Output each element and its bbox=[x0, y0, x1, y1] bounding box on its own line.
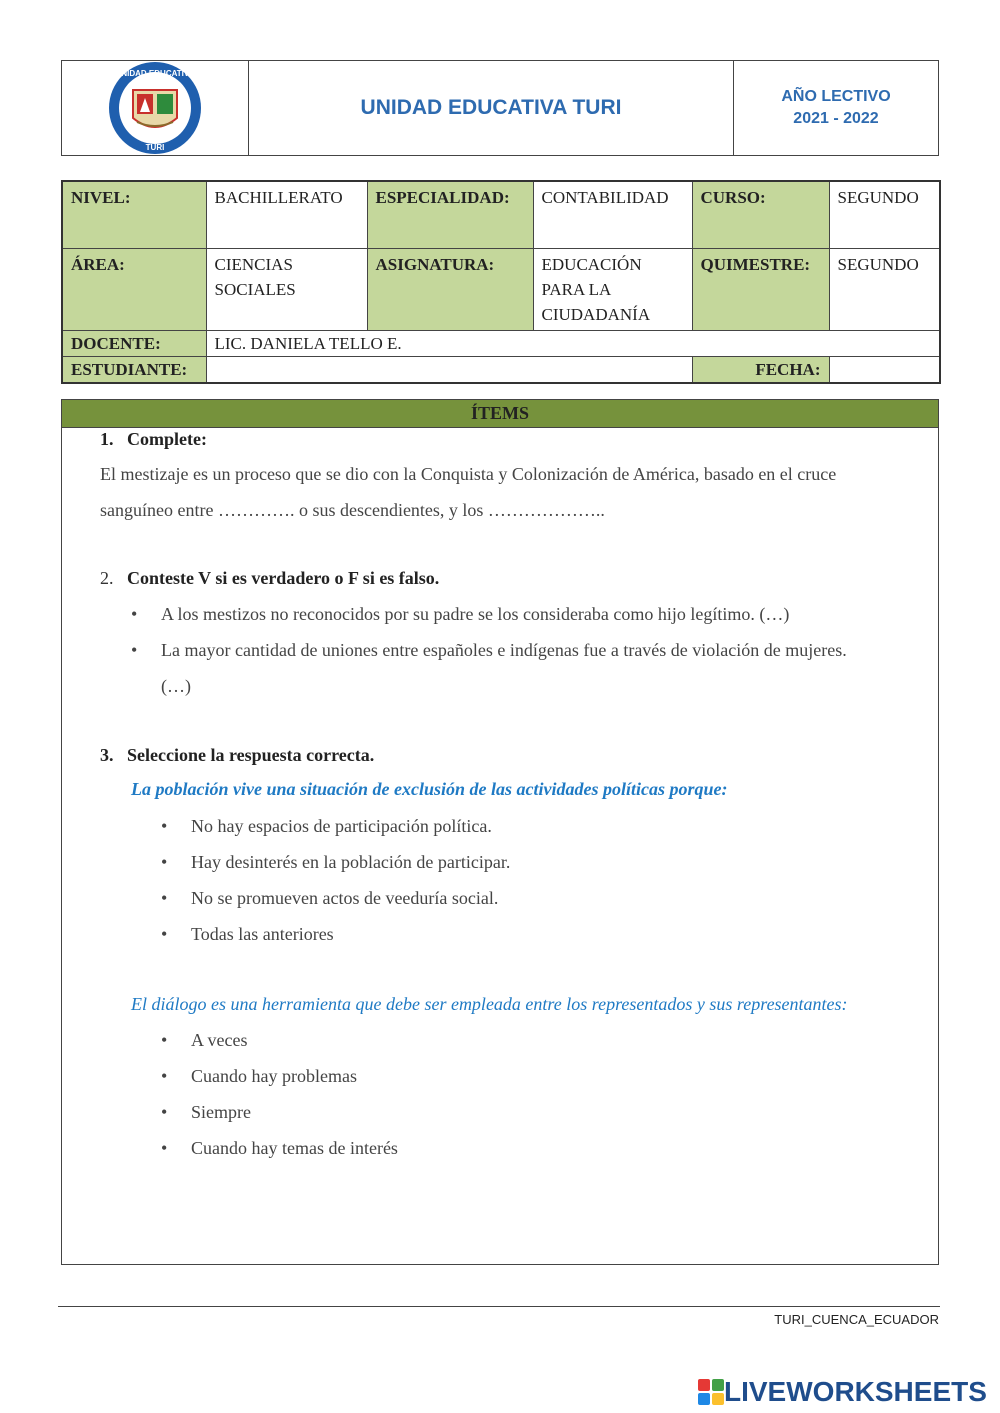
especialidad-label: ESPECIALIDAD: bbox=[367, 181, 533, 248]
liveworksheets-brand bbox=[698, 1376, 987, 1408]
nivel-value: BACHILLERATO bbox=[206, 181, 367, 248]
option-text: Cuando hay problemas bbox=[191, 1066, 357, 1086]
question-1-number: 1. bbox=[100, 429, 114, 449]
school-seal-logo bbox=[107, 60, 203, 156]
question-2-heading bbox=[100, 568, 439, 589]
question-2-title: Conteste V si es verdadero o F si es falso. bbox=[127, 568, 440, 588]
question-3-heading bbox=[100, 745, 374, 766]
question-3b-option-1[interactable] bbox=[161, 1022, 248, 1058]
question-1-line2[interactable]: sanguíneo entre …………. o sus descendientes, y los ……………….. bbox=[100, 500, 605, 520]
bullet-icon: • bbox=[161, 888, 168, 908]
area-value-line2: SOCIALES bbox=[214, 279, 296, 299]
quimestre-value: SEGUNDO bbox=[829, 248, 940, 330]
fecha-field[interactable] bbox=[829, 356, 940, 383]
option-text: Siempre bbox=[191, 1102, 251, 1122]
area-label: ÁREA: bbox=[62, 248, 206, 330]
question-3-number: 3. bbox=[100, 745, 114, 765]
question-3b-option-3[interactable] bbox=[161, 1094, 251, 1130]
liveworksheets-logo-icon bbox=[698, 1379, 724, 1405]
question-3a-option-4[interactable] bbox=[161, 916, 334, 952]
area-value-line1: CIENCIAS bbox=[214, 254, 293, 274]
bullet-icon: • bbox=[161, 1138, 168, 1158]
question-1-heading bbox=[100, 429, 207, 450]
question-2-item-2-line1: La mayor cantidad de uniones entre españoles e indígenas fue a través de violación de mujeres. bbox=[161, 640, 847, 660]
question-3a-option-1[interactable] bbox=[161, 808, 492, 844]
question-2-item-2[interactable] bbox=[131, 632, 936, 704]
asignatura-value-line3: CIUDADANÍA bbox=[541, 304, 651, 324]
area-value bbox=[206, 248, 367, 330]
bullet-icon: • bbox=[131, 640, 138, 660]
bullet-icon: • bbox=[161, 852, 168, 872]
question-3a-option-3[interactable] bbox=[161, 880, 499, 916]
logo-top-text: UNIDAD EDUCATIVA bbox=[115, 69, 195, 78]
items-section bbox=[61, 399, 939, 1265]
logo-cell bbox=[62, 61, 249, 155]
fecha-label: FECHA: bbox=[692, 356, 829, 383]
bullet-icon: • bbox=[161, 1102, 168, 1122]
bullet-icon: • bbox=[131, 604, 138, 624]
school-year bbox=[734, 61, 938, 155]
question-3-prompt-2: El diálogo es una herramienta que debe ser empleada entre los representados y sus representantes: bbox=[131, 994, 848, 1014]
asignatura-label: ASIGNATURA: bbox=[367, 248, 533, 330]
bullet-icon: • bbox=[161, 816, 168, 836]
footer-location: TURI_CUENCA_ECUADOR bbox=[774, 1312, 939, 1327]
asignatura-value bbox=[533, 248, 692, 330]
bullet-icon: • bbox=[161, 1066, 168, 1086]
estudiante-field[interactable] bbox=[206, 356, 692, 383]
question-1-title: Complete: bbox=[127, 429, 207, 449]
estudiante-label: ESTUDIANTE: bbox=[62, 356, 206, 383]
question-1-text bbox=[100, 456, 932, 528]
question-3-prompt-1: La población vive una situación de exclusión de las actividades políticas porque: bbox=[131, 779, 728, 799]
question-2-item-1-text: A los mestizos no reconocidos por su padre se los consideraba como hijo legítimo. (…) bbox=[161, 604, 790, 624]
docente-label: DOCENTE: bbox=[62, 330, 206, 356]
school-name: UNIDAD EDUCATIVA TURI bbox=[249, 61, 734, 155]
footer-divider bbox=[58, 1306, 940, 1307]
question-2-number: 2. bbox=[100, 568, 114, 588]
option-text: Hay desinterés en la población de participar. bbox=[191, 852, 511, 872]
question-3a-option-2[interactable] bbox=[161, 844, 511, 880]
bullet-icon: • bbox=[161, 924, 168, 944]
option-text: Cuando hay temas de interés bbox=[191, 1138, 398, 1158]
especialidad-value: CONTABILIDAD bbox=[533, 181, 692, 248]
items-title: ÍTEMS bbox=[62, 400, 938, 428]
question-2-item-2-line2: (…) bbox=[161, 676, 191, 696]
bullet-icon: • bbox=[161, 1030, 168, 1050]
school-header bbox=[61, 60, 939, 156]
nivel-label: NIVEL: bbox=[62, 181, 206, 248]
asignatura-value-line1: EDUCACIÓN bbox=[541, 254, 642, 274]
quimestre-label: QUIMESTRE: bbox=[692, 248, 829, 330]
question-2-item-1[interactable] bbox=[131, 596, 936, 632]
option-text: No se promueven actos de veeduría social. bbox=[191, 888, 499, 908]
curso-label: CURSO: bbox=[692, 181, 829, 248]
option-text: A veces bbox=[191, 1030, 248, 1050]
question-1-line1: El mestizaje es un proceso que se dio con la Conquista y Colonización de América, basado en el cruce bbox=[100, 464, 837, 484]
curso-value: SEGUNDO bbox=[829, 181, 940, 248]
liveworksheets-text: LIVEWORKSHEETS bbox=[724, 1376, 987, 1407]
question-3b-option-2[interactable] bbox=[161, 1058, 357, 1094]
year-value: 2021 - 2022 bbox=[793, 110, 879, 127]
question-3b-option-4[interactable] bbox=[161, 1130, 398, 1166]
question-3-title: Seleccione la respuesta correcta. bbox=[127, 745, 375, 765]
student-info-table bbox=[61, 180, 941, 384]
year-label: AÑO LECTIVO bbox=[781, 88, 891, 105]
docente-value: LIC. DANIELA TELLO E. bbox=[206, 330, 940, 356]
option-text: Todas las anteriores bbox=[191, 924, 334, 944]
logo-bottom-text: TURI bbox=[145, 143, 165, 152]
asignatura-value-line2: PARA LA bbox=[541, 279, 612, 299]
option-text: No hay espacios de participación política. bbox=[191, 816, 492, 836]
